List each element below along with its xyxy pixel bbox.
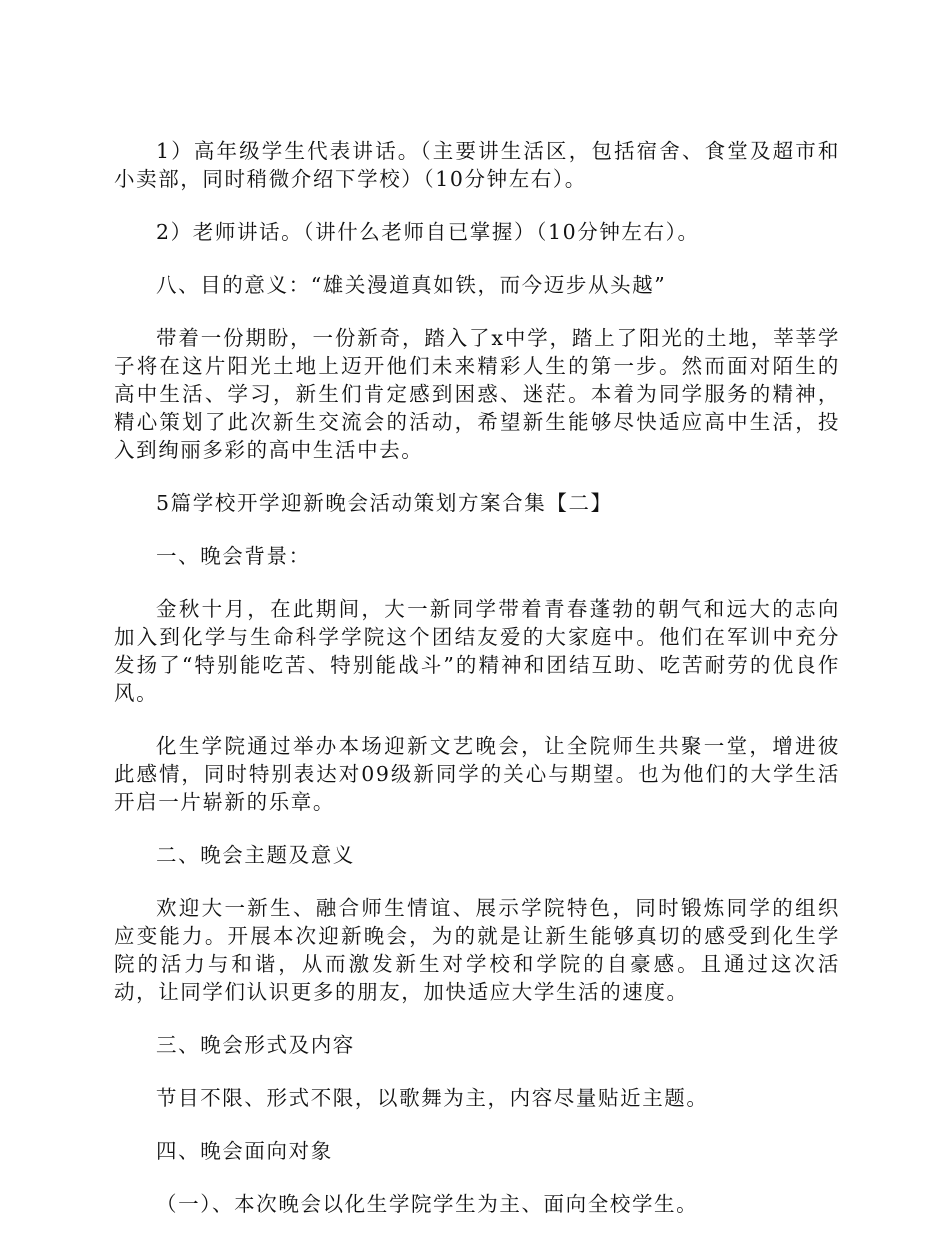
section-heading-background: 一、晚会背景： xyxy=(156,544,311,568)
section-heading-theme: 二、晚会主题及意义 xyxy=(156,843,355,867)
section-heading-purpose: 八、目的意义：“雄关漫道真如铁，而今迈步从头越” xyxy=(156,273,667,297)
paragraph-purpose-body: 带着一份期盼，一份新奇，踏入了x中学，踏上了阳光的土地，莘莘学子将在这片阳光土地上迈开他们未来精彩人生的第一步。然而面对陌生的高中生活、学习，新生们肯定感到困惑、迷茫。本着为同学服务的精神，精心策划了此次新生交流会的活动，希望新生能够尽快适应高中生活，投入到绚丽多彩的高中生活中去。 xyxy=(114,326,840,462)
paragraph-senior-speech: 1）高年级学生代表讲话。（主要讲生活区，包括宿舍、食堂及超市和小卖部，同时稍微介绍下学校）（10分钟左右）。 xyxy=(114,139,840,191)
section-heading-format: 三、晚会形式及内容 xyxy=(156,1033,355,1057)
paragraph-teacher-speech: 2）老师讲话。（讲什么老师自已掌握）（10分钟左右）。 xyxy=(156,220,700,244)
paragraph-audience-body: （一）、本次晚会以化生学院学生为主、面向全校学生。 xyxy=(156,1192,699,1216)
paragraph-theme-body: 欢迎大一新生、融合师生情谊、展示学院特色，同时锻炼同学的组织应变能力。开展本次迎新晚会，为的就是让新生能够真切的感受到化生学院的活力与和谐，从而激发新生对学校和学院的自豪感。且通过这次活动，让同学们认识更多的朋友，加快适应大学生活的速度。 xyxy=(114,896,840,1004)
document-body xyxy=(114,137,840,1243)
paragraph-background-body: 金秋十月，在此期间，大一新同学带着青春蓬勃的朝气和远大的志向加入到化学与生命科学学院这个团结友爱的大家庭中。他们在军训中充分发扬了“特别能吃苦、特别能战斗”的精神和团结互助、吃苦耐劳的优良作风。 xyxy=(114,597,840,705)
section-heading-audience: 四、晚会面向对象 xyxy=(156,1139,333,1163)
paragraph-background-body-2: 化生学院通过举办本场迎新文艺晚会，让全院师生共聚一堂，增进彼此感情，同时特别表达对09级新同学的关心与期望。也为他们的大学生活开启一片崭新的乐章。 xyxy=(114,734,840,814)
document-subtitle: 5篇学校开学迎新晚会活动策划方案合集【二】 xyxy=(156,491,613,515)
paragraph-format-body: 节目不限、形式不限，以歌舞为主，内容尽量贴近主题。 xyxy=(156,1086,709,1110)
